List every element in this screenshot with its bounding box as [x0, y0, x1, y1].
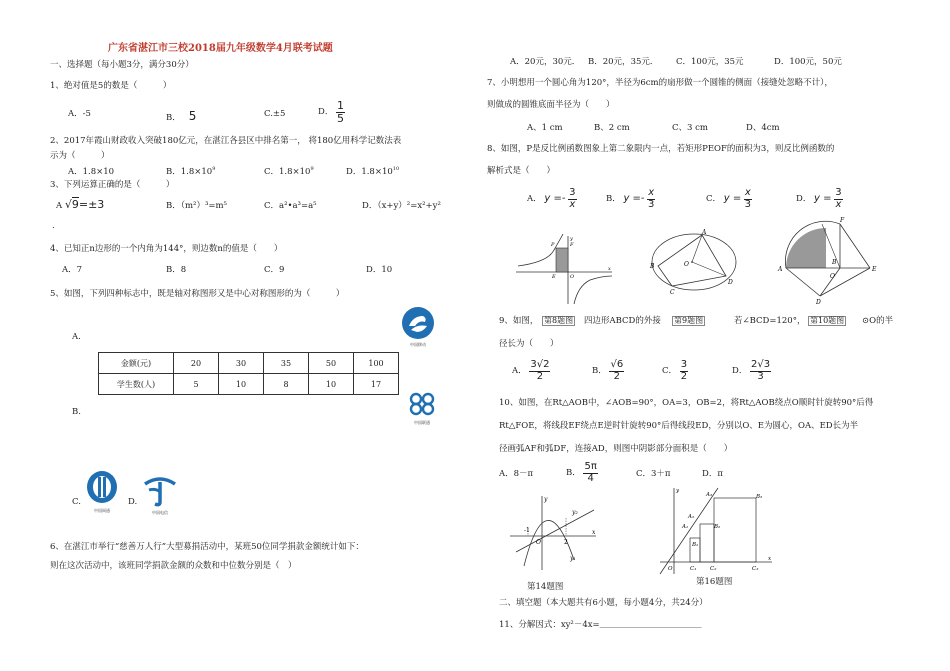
label-two: 2 [564, 539, 568, 546]
question-10-line3: 径画弧AF和弧DF，连接AD，则图中阴影部分面积是（ ） [499, 444, 733, 454]
q9-option-c: C． $\frac{3}{2}$ [662, 359, 688, 382]
page-title: 广东省湛江市三校2018届九年级数学4月联考试题 [108, 43, 333, 54]
question-7-line1: 7、小明想用一个圆心角为120°，半径为6cm的扇形做一个圆锥的侧面（接缝处忽略不计）， [487, 78, 833, 88]
label-minus-one: -1 [524, 527, 530, 534]
q10-option-a: A．8－π [499, 469, 534, 479]
table-cell: 17 [354, 374, 399, 395]
q1-option-c: C.±5 [264, 109, 286, 119]
q7-option-d: D、4cm [746, 123, 780, 133]
label-C2: C₂ [710, 566, 717, 572]
caption-figure-10: 第10题图 [810, 316, 845, 325]
q5-option-a: A. [72, 332, 81, 342]
q9-option-b: B． $\frac{√6}{2}$ [592, 359, 624, 382]
label-O: O [830, 273, 835, 280]
caption-figure-9: 第9题图 [674, 316, 704, 325]
label-D: D [816, 299, 821, 306]
label-x: x [608, 266, 611, 272]
label-B: B [832, 259, 837, 266]
table-cell: 35 [264, 353, 309, 374]
unicom-knot-icon [405, 390, 439, 418]
china-mobile-icon [401, 306, 435, 340]
figure-8-diagram [512, 232, 616, 306]
label-E: E [872, 266, 877, 273]
q10-option-d: D．π [702, 469, 723, 479]
q5-option-b: B. [72, 407, 81, 417]
label-O: O [570, 274, 575, 280]
question-7-line2: 则做成的圆锥底面半径为（ ） [487, 100, 615, 110]
table-cell: 5 [174, 374, 219, 395]
label-C3: C₃ [752, 566, 759, 572]
q2-option-b: B．$1.8\times 10^9$ [166, 166, 216, 177]
q7-option-c: C、3 cm [672, 123, 708, 133]
label-E: E [552, 274, 556, 280]
q8-option-b: B． y =- $\frac{x}{3}$ [606, 187, 655, 210]
q1-option-b: B． 5 [166, 109, 197, 123]
q1-option-d: D． $\frac{1}{5}$ [318, 99, 345, 125]
label-O: O [668, 566, 673, 572]
q1-option-a: A．-5 [68, 109, 91, 119]
table-cell: 100 [354, 353, 399, 374]
table-cell: 30 [219, 353, 264, 374]
q6-option-c: C．100元，35元 [676, 57, 744, 67]
label-D: D [728, 279, 733, 286]
label-A3: A₃ [706, 492, 713, 498]
question-5: 5、如图，下列四种标志中，既是轴对称图形又是中心对称图形的为（ ） [50, 289, 345, 299]
question-10-line1: 10、如图，在Rt△AOB中，∠AOB=90°，OA=3，OB=2，将Rt△AOB绕点O顺时针旋转90°后得 [499, 398, 874, 408]
label-y2: y₂ [572, 509, 578, 516]
label-y: y [570, 236, 573, 242]
label-A2: A₂ [688, 514, 695, 520]
question-6-line2: 则在这次活动中，该班同学捐款金额的众数和中位数分别是（ ） [50, 561, 297, 571]
q8-option-c: C． y = $\frac{x}{3}$ [706, 187, 752, 210]
figure-10-diagram [774, 216, 884, 306]
q3-option-c: C．a²•a³=a⁵ [264, 201, 317, 211]
section-heading-fill: 二、填空题（本大题共有6小题，每小题4分，共24分） [499, 598, 708, 608]
q3-option-a: A √9=±3 [56, 198, 105, 211]
question-9-end: ⊙O的半 [862, 316, 894, 326]
label-C: C [670, 289, 675, 296]
china-unicom-logo: 中国联通 [404, 390, 440, 425]
label-O: O [684, 261, 689, 268]
q8-option-d: D． y = $\frac{3}{x}$ [796, 187, 842, 210]
q7-option-a: A、1 cm [527, 123, 563, 133]
q4-option-d: D．10 [366, 265, 393, 275]
label-y: y [676, 488, 680, 494]
china-telecom-logo: 中国电信 [140, 474, 180, 515]
caption-figure-16: 第16题图 [696, 577, 733, 587]
q10-option-b: B． $\frac{5\pi}{4}$ [566, 461, 597, 484]
label-x: x [768, 556, 772, 562]
question-9-pre: 9、如图， [499, 316, 539, 326]
q3-option-b: B．（m²）³=m⁵ [166, 201, 227, 211]
q7-option-b: B、2 cm [594, 123, 630, 133]
q8-option-a: A． y =- $\frac{3}{x}$ [527, 187, 576, 210]
label-B3: B₃ [756, 494, 763, 500]
section-heading-choice: 一、选择题（每小题3分，满分30分） [50, 60, 194, 70]
table-cell: 20 [174, 353, 219, 374]
q6-option-d: D．100元，50元 [774, 57, 842, 67]
question-8-line1: 8、如图，P是反比例函数图象上第二象限内一点，若矩形PEOF的面积为3，则反比例函数的 [487, 144, 835, 154]
q9-option-a: A． $\frac{3√2}{2}$ [512, 359, 550, 382]
q2-option-a: A．1.8×10 [68, 166, 115, 177]
label-A: A [702, 229, 707, 236]
question-2-line1: 2、2017年霞山财政收入突破180亿元，在湛江各县区中排名第一， 将180亿用科学记数法表 [50, 136, 402, 146]
label-y: y [544, 496, 548, 503]
table-cell: 学生数(人) [99, 374, 174, 395]
table-cell: 50 [309, 353, 354, 374]
label-C1: C₁ [690, 566, 697, 572]
question-10-line2: Rt△FOE，将线段EF绕点E逆时针旋转90°后得线段ED，分别以O、E为圆心，OA、ED长为半 [499, 421, 859, 431]
label-A1: A₁ [682, 524, 689, 530]
caption-figure-8: 第8题图 [544, 316, 574, 325]
q4-option-c: C．9 [264, 265, 285, 275]
telecom-icon [141, 474, 179, 508]
label-B1: B₁ [692, 542, 699, 548]
table-row [99, 374, 399, 395]
caption-figure-14: 第14题图 [527, 582, 564, 592]
table-cell: 10 [309, 374, 354, 395]
label-B: B [650, 263, 655, 270]
question-8-line2: 解析式是（ ） [487, 166, 556, 176]
question-1: 1、绝对值是5的数是（ ） [50, 81, 172, 91]
q5-option-c: C. [72, 497, 81, 507]
china-netcom-logo: 中国网通 [84, 470, 120, 513]
question-2-line2: 示为（ ） [50, 151, 110, 161]
question-6-line1: 6、在湛江市举行“慈善万人行”大型募捐活动中，某班50位同学捐款金额统计如下： [50, 542, 364, 552]
table-header-row [99, 353, 399, 374]
q2-option-d: D．$1.8\times 10^{10}$ [346, 166, 400, 177]
china-mobile-logo: 中国移动 [400, 306, 436, 347]
answer-blank: ＿＿＿＿＿＿＿＿＿＿＿＿ [599, 620, 702, 630]
question-9-mid2: 若∠BCD=120°， [734, 316, 806, 326]
q9-option-d: D． $\frac{2√3}{3}$ [732, 359, 771, 382]
label-F: F [840, 217, 845, 224]
label-A: A [778, 266, 783, 273]
table-cell: 10 [219, 374, 264, 395]
q6-option-b: B．20元，35元． [588, 57, 659, 67]
label-B2: B₂ [714, 524, 721, 530]
label-F: F [570, 242, 574, 248]
q2-option-c: C．$1.8\times 10^9$ [264, 166, 314, 177]
table-cell: 金额(元) [99, 353, 174, 374]
label-O: O [536, 539, 541, 546]
question-3: 3、下列运算正确的是（ ） [50, 180, 175, 190]
netcom-icon [85, 470, 119, 506]
question-9-line2: 径长为（ ） [499, 339, 559, 349]
question-9-mid: 四边形ABCD的外接 [584, 316, 661, 326]
question-11: 11、分解因式：xy²－4x=＿＿＿＿＿＿＿＿＿＿＿＿ [499, 620, 702, 630]
q6-option-a: A．20元，30元． [510, 57, 581, 67]
table-cell: 8 [264, 374, 309, 395]
figure-9-diagram [646, 226, 746, 298]
q10-option-c: C．3＋π [636, 469, 671, 479]
q5-option-d: D. [128, 497, 138, 507]
q4-option-a: A．7 [62, 265, 83, 275]
label-y1: y₁ [570, 555, 576, 562]
figure-16-diagram [656, 484, 776, 576]
label-x: x [592, 529, 596, 536]
figure-14-diagram [508, 492, 598, 572]
q4-option-b: B．8 [166, 265, 187, 275]
question-4: 4、已知正n边形的一个内角为144°，则边数n的值是（ ） [50, 244, 283, 254]
donation-table [98, 352, 399, 395]
label-P: P [551, 242, 555, 248]
q3-option-d: D．（x+y）²=x²+y² [362, 201, 441, 211]
stray-dot: . [52, 221, 55, 231]
